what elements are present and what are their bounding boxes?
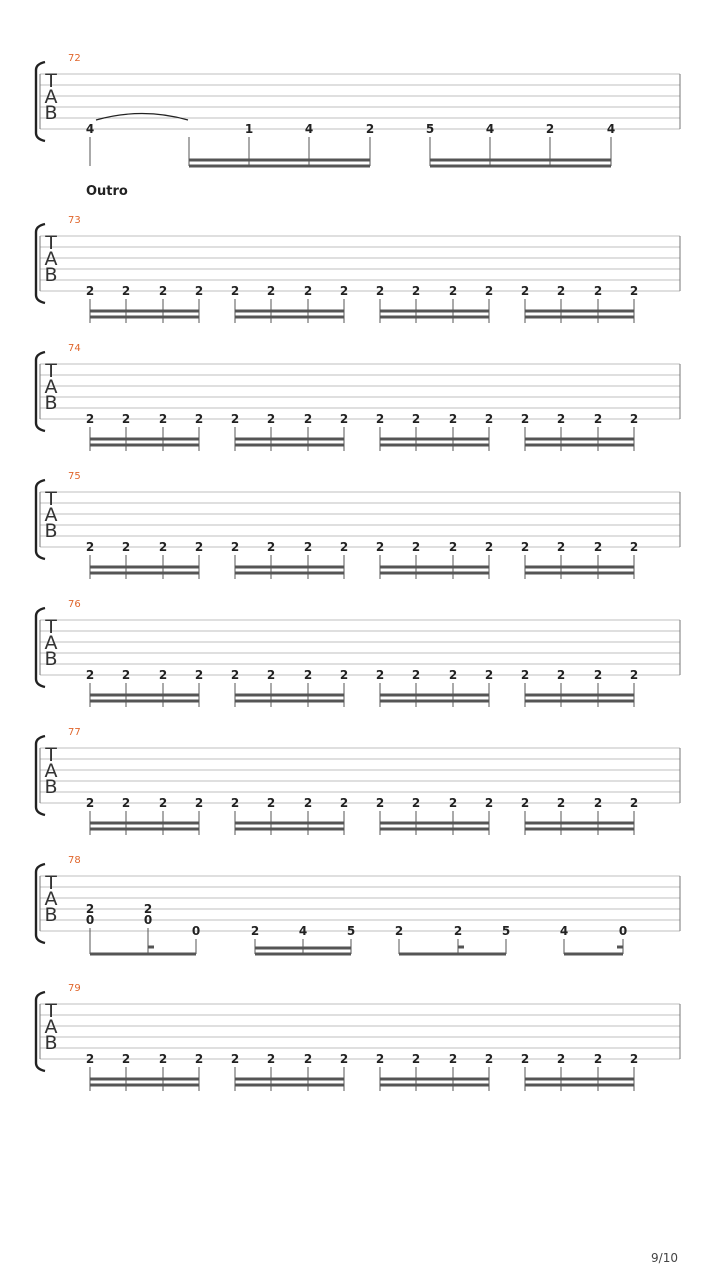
fret-number: 2 xyxy=(556,668,566,682)
fret-number: 2 xyxy=(520,796,530,810)
tab-clef-letter: A xyxy=(44,888,58,910)
beam xyxy=(90,438,199,441)
fret-number: 2 xyxy=(629,540,639,554)
beam xyxy=(525,310,634,313)
fret-number: 2 xyxy=(230,412,240,426)
fret-number: 2 xyxy=(339,1052,349,1066)
fret-number: 4 xyxy=(298,924,308,938)
beam xyxy=(235,310,344,313)
fret-number: 2 xyxy=(158,284,168,298)
fret-number: 2 xyxy=(375,796,385,810)
fret-number: 2 xyxy=(520,540,530,554)
fret-number: 2 xyxy=(556,796,566,810)
fret-number: 2 xyxy=(484,668,494,682)
fret-number: 2 xyxy=(121,284,131,298)
fret-number: 2 xyxy=(303,284,313,298)
beam xyxy=(255,953,351,956)
beam xyxy=(525,700,634,703)
beam xyxy=(90,316,199,319)
fret-number: 2 xyxy=(121,540,131,554)
fret-number: 2 xyxy=(230,284,240,298)
fret-number: 2 xyxy=(375,284,385,298)
fret-number: 2 xyxy=(194,796,204,810)
beam xyxy=(189,165,370,168)
fret-number: 2 xyxy=(266,284,276,298)
tab-staff-measure-79 xyxy=(36,983,680,1091)
fret-number: 2 xyxy=(339,540,349,554)
beam-stub xyxy=(148,946,154,949)
fret-number: 2 xyxy=(484,1052,494,1066)
tab-clef-letter: A xyxy=(44,86,58,108)
fret-number: 2 xyxy=(520,284,530,298)
beam xyxy=(255,947,351,950)
fret-number: 2 xyxy=(556,540,566,554)
tab-clef-letter: A xyxy=(44,376,58,398)
fret-number: 2 xyxy=(85,1052,95,1066)
fret-number: 1 xyxy=(244,122,254,136)
fret-number: 2 xyxy=(230,668,240,682)
measure-number: 72 xyxy=(68,53,81,64)
tab-clef-letter: T xyxy=(45,70,57,92)
beam xyxy=(380,1084,489,1087)
fret-number: 2 xyxy=(194,284,204,298)
measure-number: 76 xyxy=(68,599,81,610)
beam xyxy=(90,822,199,825)
measure-number: 79 xyxy=(68,983,81,994)
beam-stub xyxy=(458,946,464,949)
fret-number: 2 xyxy=(85,540,95,554)
beam xyxy=(235,828,344,831)
fret-number: 2 xyxy=(448,668,458,682)
fret-number: 2 xyxy=(484,796,494,810)
tab-staff-measure-74 xyxy=(36,343,680,451)
beam xyxy=(90,566,199,569)
fret-number: 2 xyxy=(375,668,385,682)
fret-number: 2 xyxy=(556,1052,566,1066)
tab-clef-letter: T xyxy=(45,232,57,254)
fret-number: 2 xyxy=(593,668,603,682)
fret-number: 0 xyxy=(191,924,201,938)
fret-number: 2 xyxy=(453,924,463,938)
fret-number: 2 xyxy=(85,902,95,916)
fret-number: 2 xyxy=(303,540,313,554)
beam xyxy=(380,572,489,575)
fret-number: 2 xyxy=(339,796,349,810)
fret-number: 2 xyxy=(411,540,421,554)
measure-number: 74 xyxy=(68,343,81,354)
tab-clef-letter: A xyxy=(44,504,58,526)
beam xyxy=(380,700,489,703)
beam xyxy=(380,822,489,825)
beam xyxy=(525,444,634,447)
tab-clef-letter: A xyxy=(44,760,58,782)
fret-number: 2 xyxy=(629,796,639,810)
fret-number: 2 xyxy=(411,796,421,810)
fret-number: 2 xyxy=(556,412,566,426)
fret-number: 2 xyxy=(375,412,385,426)
fret-number: 2 xyxy=(629,412,639,426)
fret-number: 2 xyxy=(194,668,204,682)
beam xyxy=(235,572,344,575)
fret-number: 5 xyxy=(425,122,435,136)
fret-number: 2 xyxy=(121,412,131,426)
tab-clef-letter: T xyxy=(45,616,57,638)
fret-number: 2 xyxy=(339,284,349,298)
beam xyxy=(235,700,344,703)
beam xyxy=(90,1084,199,1087)
fret-number: 0 xyxy=(143,913,153,927)
tab-clef-letter: T xyxy=(45,1000,57,1022)
beam xyxy=(235,438,344,441)
fret-number: 2 xyxy=(85,668,95,682)
fret-number: 2 xyxy=(520,668,530,682)
beam xyxy=(525,316,634,319)
beam xyxy=(525,438,634,441)
beam xyxy=(380,310,489,313)
measure-number: 77 xyxy=(68,727,81,738)
fret-number: 2 xyxy=(266,796,276,810)
beam xyxy=(235,1078,344,1081)
fret-number: 2 xyxy=(448,412,458,426)
fret-number: 2 xyxy=(250,924,260,938)
fret-number: 2 xyxy=(266,540,276,554)
beam xyxy=(380,316,489,319)
fret-number: 2 xyxy=(411,412,421,426)
fret-number: 2 xyxy=(303,796,313,810)
tab-staff-measure-73 xyxy=(36,215,680,323)
beam xyxy=(90,444,199,447)
fret-number: 2 xyxy=(303,1052,313,1066)
fret-number: 2 xyxy=(158,1052,168,1066)
fret-number: 4 xyxy=(304,122,314,136)
fret-number: 2 xyxy=(629,668,639,682)
tab-clef-letter: B xyxy=(44,648,58,670)
section-label-outro: Outro xyxy=(86,184,128,199)
beam xyxy=(90,572,199,575)
fret-number: 2 xyxy=(194,412,204,426)
tab-clef-letter: A xyxy=(44,632,58,654)
fret-number: 2 xyxy=(365,122,375,136)
fret-number: 4 xyxy=(485,122,495,136)
fret-number: 2 xyxy=(303,412,313,426)
fret-number: 2 xyxy=(143,902,153,916)
fret-number: 2 xyxy=(158,668,168,682)
beam xyxy=(380,566,489,569)
fret-number: 2 xyxy=(194,540,204,554)
beam xyxy=(380,694,489,697)
fret-number: 2 xyxy=(520,1052,530,1066)
fret-number: 2 xyxy=(448,1052,458,1066)
tab-staff-measure-75 xyxy=(36,471,680,579)
fret-number: 2 xyxy=(121,668,131,682)
fret-number: 2 xyxy=(411,668,421,682)
tab-clef-letter: B xyxy=(44,264,58,286)
beam xyxy=(380,1078,489,1081)
fret-number: 2 xyxy=(448,796,458,810)
tab-staff-measure-77 xyxy=(36,727,680,835)
fret-number: 2 xyxy=(556,284,566,298)
fret-number: 4 xyxy=(606,122,616,136)
beam xyxy=(525,1084,634,1087)
tab-staff-measure-76 xyxy=(36,599,680,707)
beam xyxy=(235,694,344,697)
fret-number: 2 xyxy=(194,1052,204,1066)
tab-clef-letter: B xyxy=(44,392,58,414)
fret-number: 2 xyxy=(121,796,131,810)
beam xyxy=(235,566,344,569)
fret-number: 2 xyxy=(411,284,421,298)
fret-number: 2 xyxy=(339,668,349,682)
fret-number: 2 xyxy=(448,540,458,554)
tab-clef-letter: T xyxy=(45,360,57,382)
fret-number: 4 xyxy=(559,924,569,938)
fret-number: 2 xyxy=(411,1052,421,1066)
beam xyxy=(90,828,199,831)
fret-number: 2 xyxy=(230,796,240,810)
fret-number: 2 xyxy=(85,412,95,426)
beam xyxy=(90,953,196,956)
fret-number: 4 xyxy=(85,122,95,136)
beam xyxy=(525,822,634,825)
tab-clef-letter: B xyxy=(44,776,58,798)
tie-arc xyxy=(96,114,188,121)
beam xyxy=(525,1078,634,1081)
beam xyxy=(430,165,611,168)
beam xyxy=(525,566,634,569)
tab-clef-letter: B xyxy=(44,1032,58,1054)
fret-number: 0 xyxy=(618,924,628,938)
tab-clef-letter: B xyxy=(44,904,58,926)
fret-number: 2 xyxy=(121,1052,131,1066)
fret-number: 2 xyxy=(593,540,603,554)
fret-number: 5 xyxy=(346,924,356,938)
fret-number: 2 xyxy=(266,668,276,682)
fret-number: 2 xyxy=(629,284,639,298)
fret-number: 2 xyxy=(85,284,95,298)
fret-number: 2 xyxy=(266,412,276,426)
measure-number: 75 xyxy=(68,471,81,482)
fret-number: 2 xyxy=(629,1052,639,1066)
fret-number: 2 xyxy=(303,668,313,682)
tab-staff-measure-72 xyxy=(36,53,680,168)
page-number: 9/10 xyxy=(651,1251,678,1265)
beam xyxy=(90,1078,199,1081)
beam xyxy=(525,694,634,697)
beam xyxy=(380,444,489,447)
beam-stub xyxy=(617,946,623,949)
fret-number: 2 xyxy=(394,924,404,938)
beam xyxy=(90,310,199,313)
fret-number: 2 xyxy=(266,1052,276,1066)
tab-clef-letter: T xyxy=(45,488,57,510)
beam xyxy=(430,159,611,162)
fret-number: 2 xyxy=(593,796,603,810)
fret-number: 2 xyxy=(375,540,385,554)
tab-clef-letter: B xyxy=(44,520,58,542)
fret-number: 2 xyxy=(448,284,458,298)
beam xyxy=(525,828,634,831)
fret-number: 2 xyxy=(484,412,494,426)
fret-number: 2 xyxy=(593,1052,603,1066)
fret-number: 2 xyxy=(230,1052,240,1066)
fret-number: 2 xyxy=(484,284,494,298)
beam xyxy=(189,159,370,162)
tab-clef-letter: A xyxy=(44,248,58,270)
beam xyxy=(380,438,489,441)
tab-clef-letter: T xyxy=(45,872,57,894)
beam xyxy=(235,316,344,319)
fret-number: 2 xyxy=(520,412,530,426)
fret-number: 2 xyxy=(158,540,168,554)
fret-number: 2 xyxy=(545,122,555,136)
measure-number: 73 xyxy=(68,215,81,226)
beam xyxy=(564,953,623,956)
tab-clef-letter: A xyxy=(44,1016,58,1038)
fret-number: 2 xyxy=(593,284,603,298)
beam xyxy=(235,444,344,447)
beam xyxy=(380,828,489,831)
beam xyxy=(235,1084,344,1087)
fret-number: 2 xyxy=(593,412,603,426)
beam xyxy=(399,953,506,956)
fret-number: 2 xyxy=(484,540,494,554)
fret-number: 2 xyxy=(339,412,349,426)
beam xyxy=(90,694,199,697)
fret-number: 2 xyxy=(230,540,240,554)
fret-number: 2 xyxy=(375,1052,385,1066)
measure-number: 78 xyxy=(68,855,81,866)
fret-number: 2 xyxy=(158,412,168,426)
beam xyxy=(235,822,344,825)
fret-number: 2 xyxy=(158,796,168,810)
fret-number: 2 xyxy=(85,796,95,810)
tab-clef-letter: T xyxy=(45,744,57,766)
beam xyxy=(90,700,199,703)
fret-number: 5 xyxy=(501,924,511,938)
tab-clef-letter: B xyxy=(44,102,58,124)
tab-staff-measure-78 xyxy=(36,855,680,956)
beam xyxy=(525,572,634,575)
fret-number: 0 xyxy=(85,913,95,927)
